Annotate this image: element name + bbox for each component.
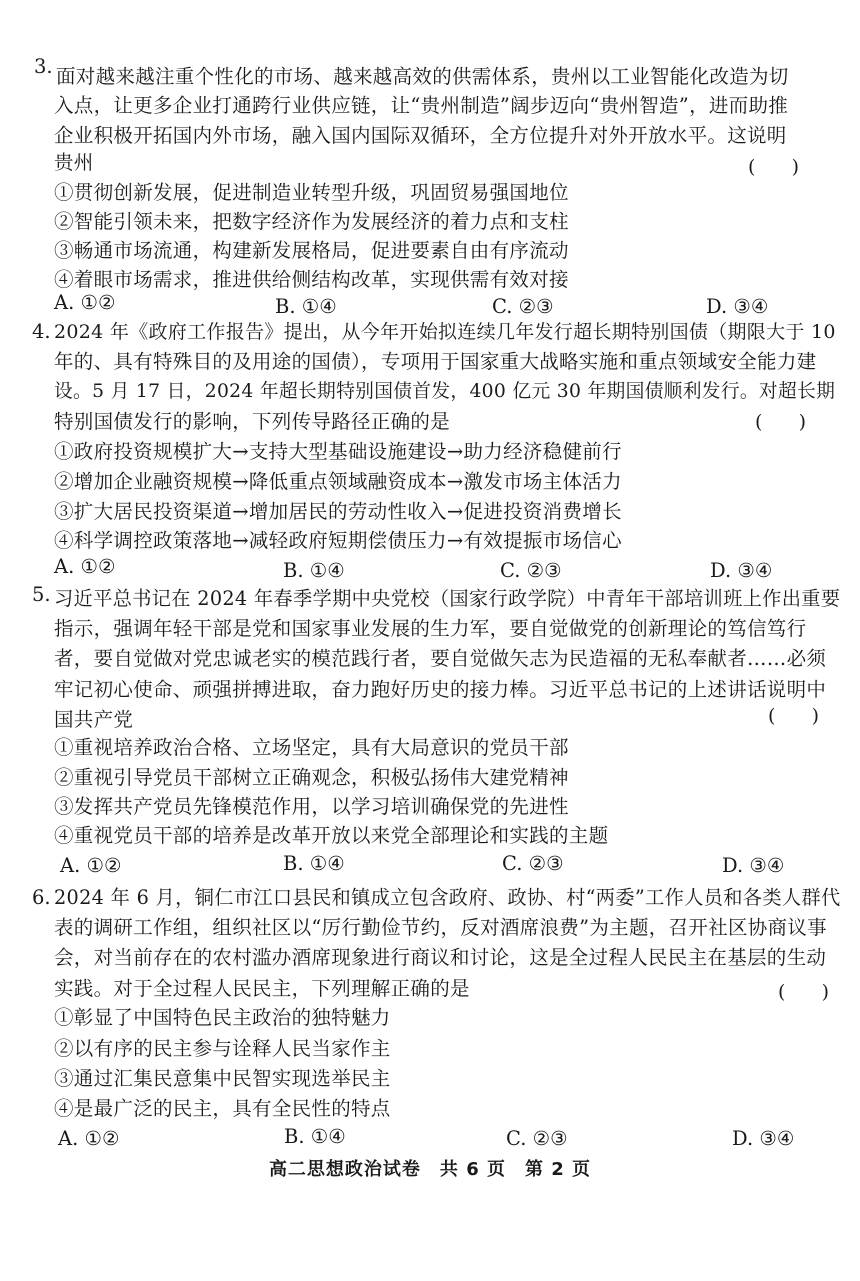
question-number: 3.	[34, 55, 53, 78]
question-stem-line: 特别国债发行的影响，下列传导路径正确的是	[54, 410, 451, 433]
option-line: ③扩大居民投资渠道→增加居民的劳动性收入→促进投资消费增长	[54, 500, 622, 523]
choice-a[interactable]: A. ①②	[58, 1127, 120, 1150]
option-line: ①重视培养政治合格、立场坚定，具有大局意识的党员干部	[54, 736, 569, 759]
choice-b[interactable]: B. ①④	[283, 852, 345, 875]
choice-d[interactable]: D. ③④	[722, 854, 785, 877]
option-line: ①贯彻创新发展，促进制造业转型升级，巩固贸易强国地位	[54, 181, 569, 204]
option-line: ②增加企业融资规模→降低重点领域融资成本→激发市场主体活力	[54, 470, 622, 493]
choice-b[interactable]: B. ①④	[275, 295, 337, 318]
choice-a[interactable]: A. ①②	[54, 555, 116, 578]
question-stem-line: 贵州	[54, 151, 94, 174]
choice-b[interactable]: B. ①④	[284, 1125, 346, 1148]
question-stem-line: 企业积极开拓国内外市场，融入国内国际双循环，全方位提升对外开放水平。这说明	[54, 124, 787, 147]
choice-a[interactable]: A. ①②	[60, 854, 122, 877]
question-stem-line: 牢记初心使命、顽强拼搏进取，奋力跑好历史的接力棒。习近平总书记的上述讲话说明中	[54, 678, 827, 701]
option-line: ③通过汇集民意集中民智实现选举民主	[54, 1067, 391, 1090]
question-stem-line: 表的调研工作组，组织社区以“厉行勤俭节约，反对酒席浪费”为主题，召开社区协商议事	[54, 916, 827, 939]
option-line: ③发挥共产党员先锋模范作用，以学习培训确保党的先进性	[54, 795, 569, 818]
answer-bracket[interactable]: ( )	[755, 411, 807, 433]
choice-a[interactable]: A. ①②	[54, 291, 116, 314]
answer-bracket[interactable]: ( )	[748, 156, 800, 178]
choice-c[interactable]: C. ②③	[506, 1127, 568, 1150]
option-line: ④科学调控政策落地→减轻政府短期偿债压力→有效提振市场信心	[54, 529, 622, 552]
choice-b[interactable]: B. ①④	[283, 559, 345, 582]
option-line: ④重视党员干部的培养是改革开放以来党全部理论和实践的主题	[54, 824, 609, 847]
question-stem-line: 2024 年《政府工作报告》提出，从今年开始拟连续几年发行超长期特别国债（期限大于 10	[54, 321, 836, 343]
question-number: 4.	[32, 320, 51, 343]
question-stem-line: 实践。对于全过程人民民主，下列理解正确的是	[54, 977, 470, 1000]
option-line: ②重视引导党员干部树立正确观念，积极弘扬伟大建党精神	[54, 766, 569, 789]
choice-c[interactable]: C. ②③	[492, 295, 554, 318]
choice-d[interactable]: D. ③④	[706, 295, 769, 318]
choice-d[interactable]: D. ③④	[732, 1127, 795, 1150]
question-number: 5.	[32, 583, 51, 606]
question-number: 6.	[32, 886, 51, 909]
option-line: ③畅通市场流通，构建新发展格局，促进要素自由有序流动	[54, 239, 569, 262]
option-line: ①政府投资规模扩大→支持大型基础设施建设→助力经济稳健前行	[54, 440, 622, 463]
choice-d[interactable]: D. ③④	[710, 559, 773, 582]
question-stem-line: 指示，强调年轻干部是党和国家事业发展的生力军，要自觉做党的创新理论的笃信笃行	[54, 617, 807, 640]
question-stem-line: 2024 年 6 月，铜仁市江口县民和镇成立包含政府、政协、村“两委”工作人员和各类人群代	[54, 886, 841, 909]
question-stem-line: 者，要自觉做对党忠诚老实的模范践行者，要自觉做矢志为民造福的无私奉献者……必须	[54, 647, 827, 670]
answer-bracket[interactable]: ( )	[768, 705, 820, 727]
page-footer: 高二思想政治试卷 共 6 页 第 2 页	[268, 1159, 592, 1180]
question-stem-line: 会，对当前存在的农村滥办酒席现象进行商议和讨论，这是全过程人民民主在基层的生动	[54, 946, 827, 969]
option-line: ①彰显了中国特色民主政治的独特魅力	[54, 1006, 391, 1029]
question-stem-line: 习近平总书记在 2024 年春季学期中央党校（国家行政学院）中青年干部培训班上作出重要	[54, 587, 841, 610]
option-line: ④是最广泛的民主，具有全民性的特点	[54, 1097, 391, 1120]
question-stem-line: 面对越来越注重个性化的市场、越来越高效的供需体系，贵州以工业智能化改造为切	[56, 65, 789, 88]
question-stem-line: 设。5 月 17 日，2024 年超长期特别国债首发，400 亿元 30 年期国债顺利发行。对超长期	[54, 381, 836, 402]
option-line: ②以有序的民主参与诠释人民当家作主	[54, 1037, 391, 1060]
question-stem-line: 年的、具有特殊目的及用途的国债），专项用于国家重大战略实施和重点领域安全能力建	[54, 350, 817, 373]
option-line: ④着眼市场需求，推进供给侧结构改革，实现供需有效对接	[54, 268, 569, 291]
question-stem-line: 入点，让更多企业打通跨行业供应链，让“贵州制造”阔步迈向“贵州智造”，进而助推	[54, 94, 789, 117]
choice-c[interactable]: C. ②③	[500, 559, 562, 582]
choice-c[interactable]: C. ②③	[502, 852, 564, 875]
question-stem-line: 国共产党	[54, 708, 134, 731]
answer-bracket[interactable]: ( )	[778, 981, 830, 1003]
option-line: ②智能引领未来，把数字经济作为发展经济的着力点和支柱	[54, 210, 569, 233]
